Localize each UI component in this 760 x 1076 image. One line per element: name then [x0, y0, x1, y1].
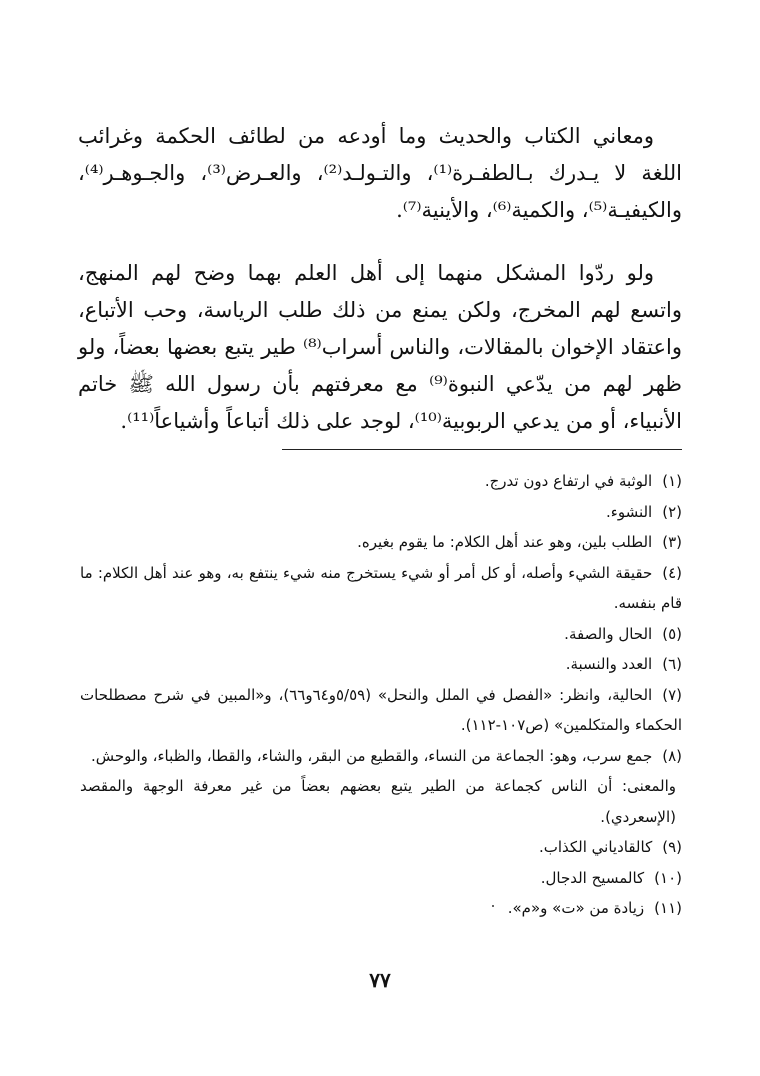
footnote-2: (٢)النشوء.: [606, 502, 682, 521]
footnote-7: (٧)الحالية، وانظر: «الفصل في الملل والنحل» (٥/٥٩و٦٤و٦٦)، و«المبين في شرح مصطلحات الحكماء والمتكلمين» (ص١٠٧-١١٢).: [80, 685, 682, 734]
footnote-text: الحالية، وانظر: «الفصل في الملل والنحل» (٥/٥٩و٦٤و٦٦)، و«المبين في شرح مصطلحات الحكماء والمتكلمين» (ص١٠٧-١١٢).: [80, 685, 682, 734]
footnote-text: حقيقة الشيء وأصله، أو كل أمر أو شيء يستخرج منه شيء ينتفع به، وهو عند أهل الكلام: ما قام بنفسه.: [80, 563, 682, 612]
footnote-9: (٩)كالقادياني الكذاب.: [538, 838, 682, 856]
footnote-text: الوثبة في ارتفاع دون تدرج.: [484, 472, 653, 490]
footnote-text: العدد والنسبة.: [565, 655, 653, 673]
footnote-text: جمع سرب، وهو: الجماعة من النساء، والقطيع من البقر، والشاء، والقطا، والظباء، والوحش.: [91, 746, 653, 765]
footnote-5: (٥)الحال والصفة.: [564, 624, 682, 643]
footnote-text: الحال والصفة.: [564, 624, 653, 643]
footnote-text: الطلب بلين، وهو عند أهل الكلام: ما يقوم بغيره.: [357, 533, 653, 551]
main-text-paragraph-2: [78, 255, 682, 440]
footnote-11: (١١)زيادة من «ت» و«م».: [507, 899, 682, 917]
footnote-text: زيادة من «ت» و«م».: [507, 899, 645, 917]
footnotes: [80, 466, 682, 924]
footnote-6: (٦)العدد والنسبة.: [565, 655, 682, 673]
footnote-8: (٨)جمع سرب، وهو: الجماعة من النساء، والقطيع من البقر، والشاء، والقطا، والظباء، والوحش.: [91, 746, 682, 765]
footnote-text: كالقادياني الكذاب.: [538, 838, 653, 856]
scan-speck: [492, 905, 494, 907]
footnote-3: (٣)الطلب بلين، وهو عند أهل الكلام: ما يقوم بغيره.: [357, 533, 682, 551]
footnote-text: والمعنى: أن الناس كجماعة من الطير يتبع بعضهم بعضاً من غير معرفة الوجهة والمقصد (الإسعردي).: [80, 777, 676, 826]
footnote-4: (٤)حقيقة الشيء وأصله، أو كل أمر أو شيء يستخرج منه شيء ينتفع به، وهو عند أهل الكلام: ما قام بنفسه.: [80, 563, 682, 612]
footnote-10: (١٠)كالمسيح الدجال.: [540, 868, 682, 887]
main-text-paragraph-1: [78, 118, 682, 229]
footnote-separator: [282, 449, 682, 450]
footnote-8-continuation: [80, 771, 682, 832]
footnote-text: كالمسيح الدجال.: [540, 868, 645, 887]
page-number: ٧٧: [369, 968, 391, 992]
paragraph-text: ومعاني الكتاب والحديث وما أودعه من لطائف الحكمة وغرائب اللغة لا يـدرك بـالطفـرة⁽¹⁾، والتـولـد⁽²⁾، والعـرض⁽³⁾، والجـوهـر⁽⁴⁾، والكيفيـة⁽⁵⁾، والكمية⁽⁶⁾، والأينية⁽⁷⁾.: [78, 124, 683, 222]
footnote-text: النشوء.: [606, 502, 653, 521]
footnote-1: (١)الوثبة في ارتفاع دون تدرج.: [484, 472, 682, 490]
paragraph-text: ولو ردّوا المشكل منهما إلى أهل العلم بهما وضح لهم المنهج، واتسع لهم المخرج، ولكن يمنع من ذلك طلب الرياسة، وحب الأتباع، واعتقاد الإخوان بالمقالات، والناس أسراب⁽⁸⁾ طير يتبع بعضها بعضاً، ولو ظهر لهم من يدّعي النبوة⁽⁹⁾ مع معرفتهم بأن رسول الله ﷺ خاتم الأنبياء، أو من يدعي الربوبية⁽¹⁰⁾، لوجد على ذلك أتباعاً وأشياعاً⁽¹¹⁾.: [78, 261, 682, 433]
